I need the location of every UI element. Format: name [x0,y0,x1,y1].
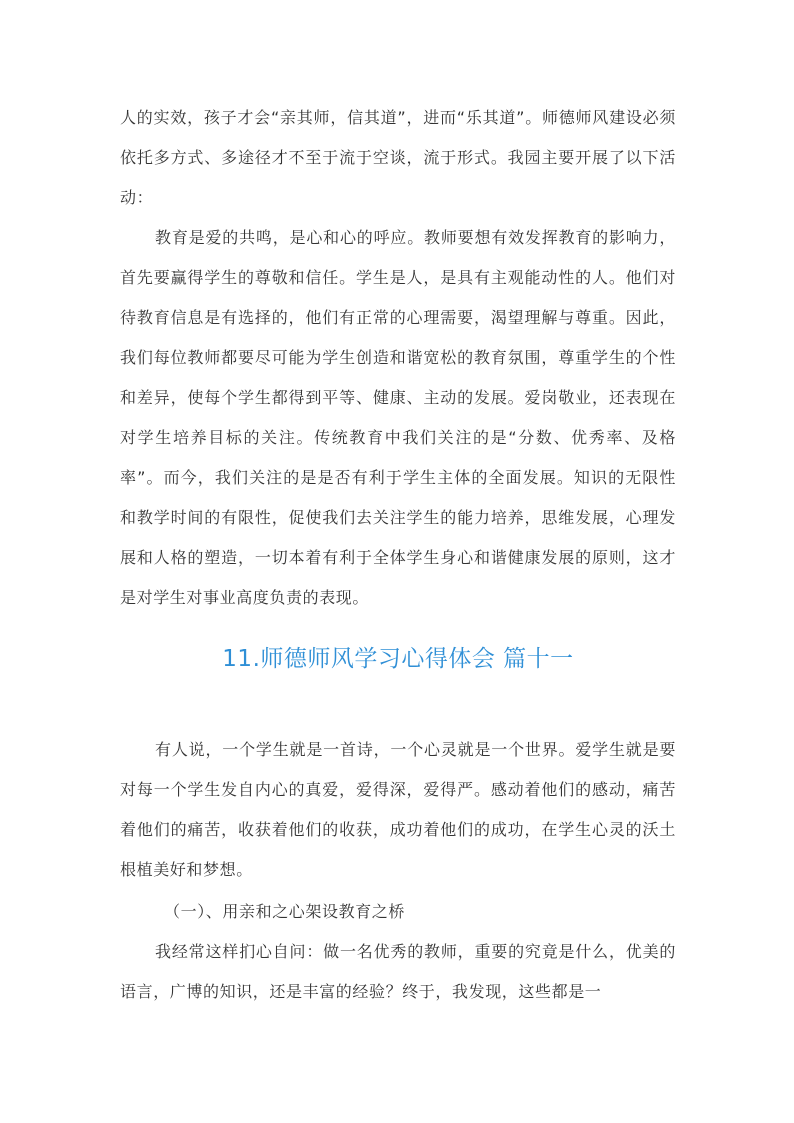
subheading-affinity-bridge: （一）、用亲和之心架设教育之桥 [164,902,406,921]
paragraph-continuation: 人的实效，孩子才会“亲其师，信其道”，进而“乐其道”。师德师风建设必须依托多方式、多途径才不至于流于空谈，流于形式。我园主要开展了以下活动： [120,108,676,207]
document-page [120,98,676,1012]
paragraph-self-reflection: 我经常这样扪心自问：做一名优秀的教师，重要的究竟是什么，优美的语言，广博的知识，还是丰富的经验？终于，我发现，这些都是一 [120,942,676,1001]
paragraph-section-intro: 有人说，一个学生就是一首诗，一个心灵就是一个世界。爱学生就是要对每一个学生发自内心的真爱，爱得深，爱得严。感动着他们的感动，痛苦着他们的痛苦，收获着他们的收获，成功着他们的成功，在学生心灵的沃土根植美好和梦想。 [120,740,676,879]
paragraph-love-resonance: 教育是爱的共鸣，是心和心的呼应。教师要想有效发挥教育的影响力，首先要赢得学生的尊敬和信任。学生是人，是具有主观能动性的人。他们对待教育信息是有选择的，他们有正常的心理需要，渴望理解与尊重。因此，我们每位教师都要尽可能为学生创造和谐宽松的教育氛围，尊重学生的个性和差异，使每个学生都得到平等、健康、主动的发展。爱岗敬业，还表现在对学生培养目标的关注。传统教育中我们关注的是“分数、优秀率、及格率”。而今，我们关注的是是否有利于学生主体的全面发展。知识的无限性和教学时间的有限性，促使我们去关注学生的能力培养，思维发展，心理发展和人格的塑造，一切本着有利于全体学生身心和谐健康发展的原则，这才是对学生对事业高度负责的表现。 [120,228,676,607]
section-heading: 11.师德师风学习心得体会 篇十一 [222,646,574,672]
